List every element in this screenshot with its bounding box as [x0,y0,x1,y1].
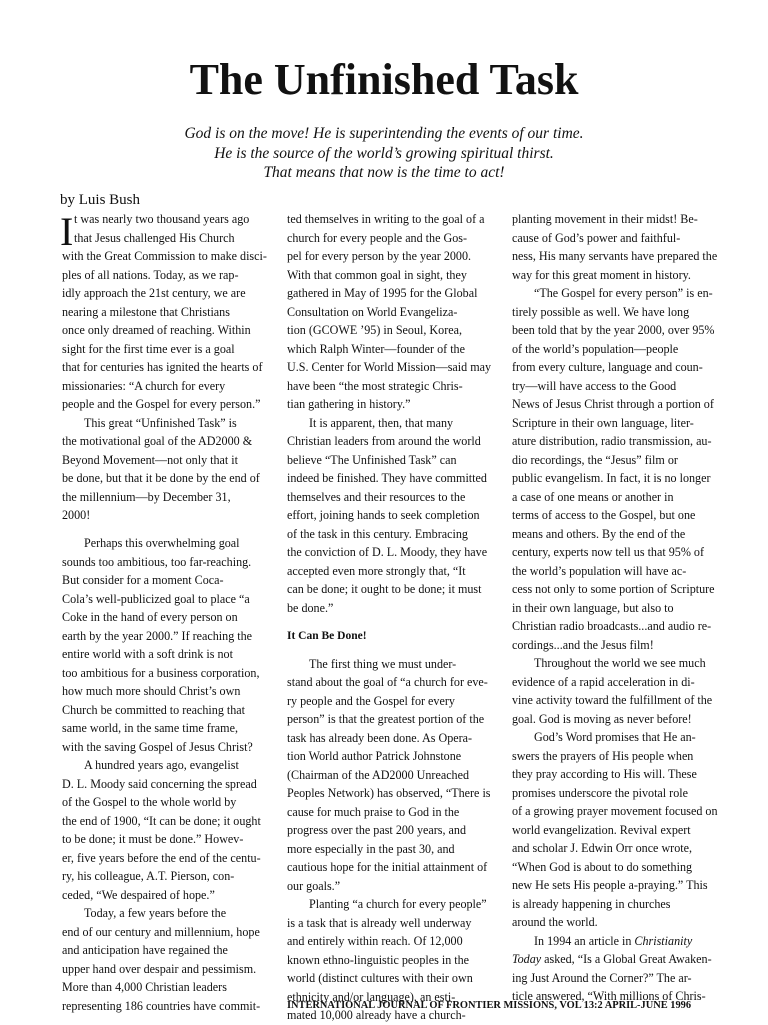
text-line: from every culture, language and coun- [512,360,703,374]
text-line: to be done; it must be done.” Howev- [62,832,244,846]
text-line: Peoples Network) has observed, “There is [287,786,491,800]
text-line: stand about the goal of “a church for eve- [287,675,488,689]
text-line: that Jesus challenged His Church [74,230,235,245]
article-title: The Unfinished Task [189,55,579,104]
text-line: er, five years before the end of the centu- [62,850,261,865]
text-line: church for every people and the Gos- [287,230,467,245]
text-line: be done, but that it be done by the end of [62,471,260,485]
text-line: known ethno-linguistic peoples in the [287,952,470,967]
text-line: (Chairman of the AD2000 Unreached [287,767,470,782]
text-line: ceded, “We despaired of hope.” [62,887,215,902]
text-line: promises underscore the pivotal role [512,785,688,800]
text-line: is already happening in churches [512,896,671,911]
text-line: But consider for a moment Coca- [62,573,224,587]
text-line: God’s Word promises that He an- [534,730,696,744]
text-line: believe “The Unfinished Task” can [287,452,457,467]
text-line: tirely possible as well. We have long [512,304,690,319]
text-line: ry, his colleague, A.T. Pierson, con- [62,869,235,883]
text-line: Today, a few years before the [84,906,227,920]
text-line: of the world’s population—people [512,341,679,356]
text-line: world (distinct cultures with their own [287,971,473,985]
text-line: how much more should Christ’s own [62,684,241,698]
text-line: a case of one means or another in [512,489,674,504]
text-line: more especially in the past 30, and [287,841,455,856]
text-line: same world, in the same time frame, [62,721,238,735]
text-line: terms of access to the Gospel, but one [512,508,696,522]
text-line: ing Just Around the Corner?” The ar- [512,970,692,985]
text-line: themselves and their resources to the [287,489,466,504]
text-line: can be done; it ought to be done; it must [287,582,482,596]
text-line: sounds too ambitious, too far-reaching. [62,554,252,569]
text-line: is a task that is already well underway [287,915,472,930]
text-line: tion (GCOWE ’95) in Seoul, Korea, [287,323,462,337]
text-line: tion World author Patrick Johnstone [287,749,462,763]
text-line: idly approach the 21st century, we are [62,286,246,300]
text-line: Christian leaders from around the world [287,434,481,448]
text-line: evidence of a rapid acceleration in di- [512,674,695,689]
text-line: task has already been done. As Opera- [287,730,473,745]
text-line: ature distribution, radio transmission, au- [512,434,712,448]
text-line: progress over the past 200 years, and [287,823,467,837]
text-line: indeed be finished. They have committed [287,471,487,485]
text-line: person” is that the greatest portion of the [287,712,485,726]
text-line: of a growing prayer movement focused on [512,804,718,818]
section-heading: It Can Be Done! [287,629,367,642]
text-line: planting movement in their midst! Be- [512,212,698,226]
text-line: Church be committed to reaching that [62,702,246,717]
text-line: nearing a milestone that Christians [62,304,230,319]
text-line: with the Great Commission to make disci- [62,249,267,263]
text-line: goal. God is moving as never before! [512,711,692,726]
text-line: been told that by the year 2000, over 95% [512,323,715,337]
text-line: representing 186 countries have commit- [62,998,261,1013]
text-line: people and the Gospel for every person.” [62,397,261,411]
text-line: effort, joining hands to seek completion [287,508,480,522]
text-line: cess not only to some portion of Scripture [512,582,715,596]
text-line: Beyond Movement—not only that it [62,452,239,467]
text-line: tian gathering in history.” [287,397,411,411]
journal-footer: INTERNATIONAL JOURNAL OF FRONTIER MISSIONS, VOL 13:2 APRIL-JUNE 1996 [287,1000,692,1011]
text-line: of the task in this century. Embracing [287,526,468,541]
text-line: Cola’s well-publicized goal to place “a [62,591,250,606]
text-line: end of our century and millennium, hope [62,924,260,939]
text-line: vine activity toward the fulfillment of the [512,693,713,707]
text-line: This great “Unfinished Task” is [84,415,237,430]
text-line: of the Gospel to the whole world by [62,795,237,809]
text-line: accepted even more strongly that, “It [287,563,466,578]
text-line: ethnicity and/or language), an esti- [287,989,456,1004]
text-line: A hundred years ago, evangelist [84,758,239,772]
subtitle-line: God is on the move! He is superintending the events of our time. [184,125,584,142]
text-line: mated 10,000 already have a church- [287,1008,466,1022]
text-line: It is apparent, then, that many [309,415,454,430]
text-line: that for centuries has ignited the hearts of [62,360,263,374]
text-line: have been “the most strategic Chris- [287,378,463,393]
italic-title: Today [512,952,542,966]
drop-cap: I [60,209,74,254]
text-line: they pray according to His will. These [512,767,697,781]
text-line: our goals.” [287,878,341,893]
text-line: the end of 1900, “It can be done; it ought [62,813,261,828]
text-line: the millennium—by December 31, [62,489,231,504]
text-line: More than 4,000 Christian leaders [62,980,227,994]
text-line: upper hand over despair and pessimism. [62,961,257,976]
text-line: way for this great moment in history. [512,267,691,282]
text-line: earth by the year 2000.” If reaching the [62,628,253,643]
text-line: D. L. Moody said concerning the spread [62,776,257,791]
subtitle-line: That means that now is the time to act! [263,164,505,181]
text-line: cordings...and the Jesus film! [512,637,654,652]
text-line [512,950,717,969]
text-line: with the saving Gospel of Jesus Christ? [62,739,253,754]
text-line: and entirely within reach. Of 12,000 [287,934,463,948]
text-line: cause for much praise to God in the [287,804,460,819]
text-line: ry people and the Gospel for every [287,693,455,708]
text-line: Christian radio broadcasts...and audio re- [512,619,712,633]
text-line: “When God is about to do something [512,859,693,874]
italic-title: Christianity [634,933,693,948]
subtitle-line: He is the source of the world’s growing spiritual thirst. [214,144,554,162]
text-line: With that common goal in sight, they [287,267,467,282]
text-line: once only dreamed of reaching. Within [62,323,251,337]
text-line: which Ralph Winter—founder of the [287,341,465,356]
column-3 [512,210,717,1006]
text-line: too ambitious for a business corporation, [62,665,260,680]
text-line: 2000! [62,508,91,522]
column-2 [287,210,492,1025]
text-line: Consultation on World Evangeliza- [287,304,458,319]
text-line: in their own language, but also to [512,600,674,615]
text-line: ted themselves in writing to the goal of a [287,212,485,226]
text-line: The first thing we must under- [309,656,457,671]
text-line [512,932,717,951]
text-line: Throughout the world we see much [534,656,706,670]
text-line: means and others. By the end of the [512,526,686,541]
text-line: new He sets His people a-praying.” This [512,878,708,892]
byline: by Luis Bush [60,192,141,208]
subtitle [0,124,768,183]
text-line: be done.” [287,600,334,615]
text-line: century, experts now tell us that 95% of [512,545,704,559]
text-line: and scholar J. Edwin Orr once wrote, [512,841,693,855]
text-line: and anticipation have regained the [62,943,228,957]
text-line: entire world with a soft drink is not [62,647,233,661]
text-line: “The Gospel for every person” is en- [534,286,713,300]
text-line: Planting “a church for every people” [309,897,487,911]
column-1 [62,210,267,1015]
text-span: asked, “Is a Global Great Awaken- [541,952,712,966]
text-line: ples of all nations. Today, as we rap- [62,267,239,282]
text-line: gathered in May of 1995 for the Global [287,286,478,300]
text-line: dio recordings, the “Jesus” film or [512,452,678,467]
text-line: U.S. Center for World Mission—said may [287,360,492,374]
text-line: cautious hope for the initial attainment of [287,860,488,874]
text-line: pel for every person by the year 2000. [287,249,472,263]
text-line: sight for the first time ever is a goal [62,341,235,356]
text-line: public evangelism. In fact, it is no longer [512,471,711,485]
text-span: In 1994 an article in [534,933,635,948]
text-line: missionaries: “A church for every [62,378,226,393]
text-line: around the world. [512,915,598,929]
text-line: t was nearly two thousand years ago [74,212,250,226]
text-line: swers the prayers of His people when [512,748,694,763]
text-line: Scripture in their own language, liter- [512,415,694,430]
text-line: News of Jesus Christ through a portion of [512,397,714,411]
text-line: the world’s population will have ac- [512,563,687,578]
text-line: the conviction of D. L. Moody, they have [287,545,488,559]
text-line: cause of God’s power and faithful- [512,230,681,245]
text-line: world evangelization. Revival expert [512,822,691,837]
text-line: the motivational goal of the AD2000 & [62,434,253,448]
text-line: ticle answered, “With millions of Chris- [512,989,706,1003]
text-line: Perhaps this overwhelming goal [84,536,240,550]
text-line: try—will have access to the Good [512,378,677,393]
text-line: Coke in the hand of every person on [62,610,238,624]
text-line: ness, His many servants have prepared the [512,249,718,263]
